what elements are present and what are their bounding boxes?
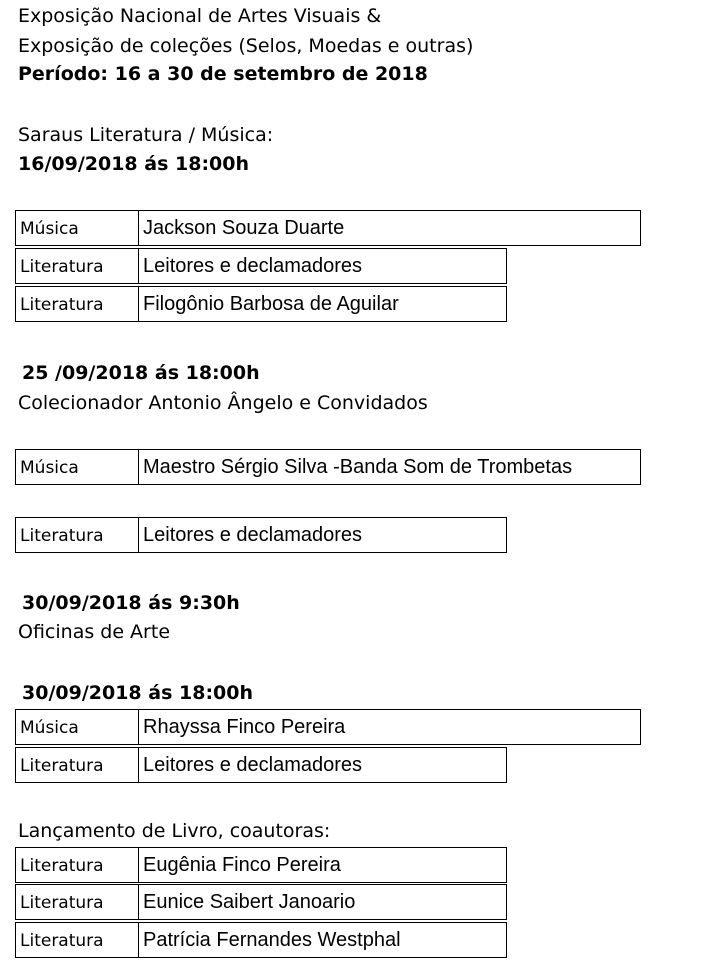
table-row <box>15 884 507 920</box>
name-cell: Filogônio Barbosa de Aguilar <box>143 292 399 315</box>
section3-subtitle: Oficinas de Arte <box>18 621 171 643</box>
section2-subtitle: Colecionador Antonio Ângelo e Convidados <box>18 392 428 414</box>
category-cell: Música <box>16 710 139 744</box>
category-cell: Literatura <box>16 518 139 552</box>
section1-intro: Saraus Literatura / Música: <box>18 124 274 146</box>
section1-date: 16/09/2018 ás 18:00h <box>18 153 250 175</box>
category-cell: Literatura <box>16 885 139 919</box>
name-cell: Eunice Saibert Janoario <box>143 890 356 913</box>
category-cell: Literatura <box>16 249 139 283</box>
section4-date: 30/09/2018 ás 18:00h <box>22 682 254 704</box>
name-cell: Jackson Souza Duarte <box>143 216 345 239</box>
table-row <box>15 747 507 783</box>
table-row <box>15 286 507 322</box>
table-row <box>15 449 641 485</box>
header-line-2: Exposição de coleções (Selos, Moedas e outras) <box>18 35 474 57</box>
name-cell: Eugênia Finco Pereira <box>143 853 341 876</box>
name-cell: Maestro Sérgio Silva -Banda Som de Trombetas <box>143 455 573 478</box>
header-line-1: Exposição Nacional de Artes Visuais & <box>18 5 382 27</box>
table-row <box>15 922 507 958</box>
category-cell: Literatura <box>16 287 139 321</box>
section5-intro: Lançamento de Livro, coautoras: <box>18 820 331 842</box>
section3-date: 30/09/2018 ás 9:30h <box>22 592 240 614</box>
table-row <box>15 709 641 745</box>
name-cell: Leitores e declamadores <box>143 254 363 277</box>
name-cell: Patrícia Fernandes Westphal <box>143 928 401 951</box>
period: Período: 16 a 30 de setembro de 2018 <box>18 63 428 85</box>
name-cell: Leitores e declamadores <box>143 753 363 776</box>
table-row <box>15 210 641 246</box>
category-cell: Literatura <box>16 923 139 957</box>
table-row <box>15 517 507 553</box>
category-cell: Música <box>16 450 139 484</box>
name-cell: Leitores e declamadores <box>143 523 363 546</box>
category-cell: Literatura <box>16 748 139 782</box>
section2-date: 25 /09/2018 ás 18:00h <box>22 362 260 384</box>
category-cell: Literatura <box>16 848 139 882</box>
table-row <box>15 248 507 284</box>
table-row <box>15 847 507 883</box>
category-cell: Música <box>16 211 139 245</box>
name-cell: Rhayssa Finco Pereira <box>143 715 346 738</box>
